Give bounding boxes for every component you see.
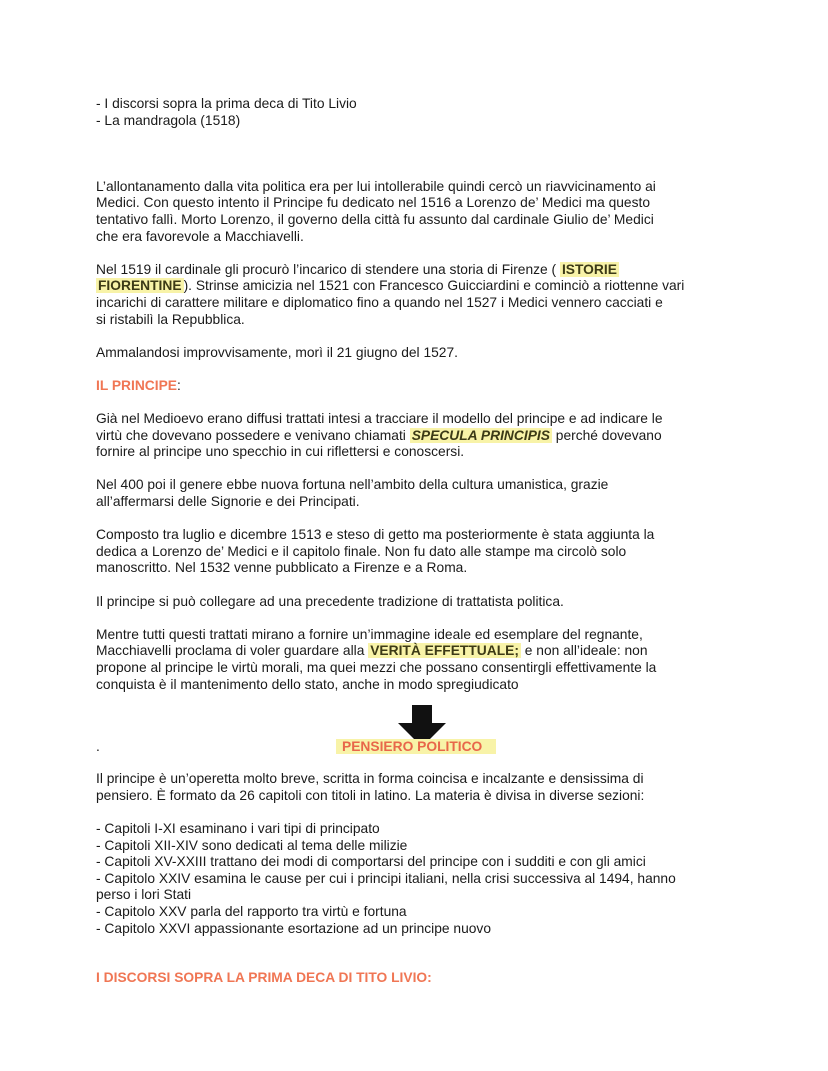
text-fragment: Nel 1519 il cardinale gli procurò l’incarico di stendere una storia di Firenze (	[96, 261, 560, 277]
text-line: fornire al principe uno specchio in cui riflettersi e conoscersi.	[96, 444, 465, 460]
text-line: L’allontanamento dalla vita politica era per lui intollerabile quindi cercò un riavvicinamento ai	[96, 178, 656, 194]
list-item: - I discorsi sopra la prima deca di Tito Livio	[96, 96, 357, 111]
text-line: pensiero. È formato da 26 capitoli con titoli in latino. La materia è divisa in diverse sezioni:	[96, 787, 645, 803]
text-line: Già nel Medioevo erano diffusi trattati intesi a tracciare il modello del principe e ad indicare le	[96, 411, 663, 427]
heading-colon: :	[177, 377, 181, 393]
list-item: - Capitolo XXVI appassionante esortazione ad un principe nuovo	[96, 920, 492, 936]
text-fragment: e non all’ideale: non	[520, 643, 648, 659]
list-item: - Capitoli XV-XXIII trattano dei modi di comportarsi del principe con i sudditi e con gli amici	[96, 854, 646, 870]
heading-text: IL PRINCIPE	[96, 377, 178, 393]
paragraph-tradizione	[96, 594, 732, 611]
heading-text: I DISCORSI SOPRA LA PRIMA DECA DI TITO LIVIO:	[96, 970, 432, 986]
text-line: Medici. Con questo intento il Principe fu dedicato nel 1516 a Lorenzo de’ Medici ma questo	[96, 195, 650, 211]
text-line: che era favorevole a Macchiavelli.	[96, 228, 304, 244]
list-item: - Capitoli I-XI esaminano i vari tipi di principato	[96, 820, 380, 836]
highlight-verita-effettuale: VERITÀ EFFETTUALE;	[370, 643, 519, 659]
text-line: Ammalandosi improvvisamente, morì il 21 giugno del 1527.	[96, 344, 458, 360]
text-line: Il principe è un’operetta molto breve, scritta in forma coincisa e incalzante e densissima di	[96, 771, 644, 787]
list-item: - Capitoli XII-XIV sono dedicati al tema delle milizie	[96, 837, 408, 853]
text-fragment: Macchiavelli proclama di voler guardare alla	[96, 643, 369, 659]
chapters-list	[96, 821, 732, 937]
list-item: - Capitolo XXIV esamina le cause per cui i principi italiani, nella crisi successiva al 1494, hanno	[96, 870, 676, 886]
text-line: Composto tra luglio e dicembre 1513 e steso di getto ma posteriormente è stata aggiunta la	[96, 527, 655, 543]
heading-text: PENSIERO POLITICO	[342, 739, 483, 755]
text-line: Mentre tutti questi trattati mirano a fornire un’immagine ideale ed esemplare del regnante,	[96, 626, 643, 642]
list-item: - La mandragola (1518)	[96, 112, 241, 128]
paragraph-operetta	[96, 771, 732, 804]
text-line: incarichi di carattere militare e diplomatico fino a quando nel 1527 i Medici vennero cacciati e	[96, 294, 663, 310]
paragraph-400	[96, 477, 732, 510]
section-heading-discorsi	[96, 970, 732, 987]
text-line	[96, 643, 732, 660]
text-fragment: virtù che dovevano possedere e venivano chiamati	[96, 427, 410, 443]
text-line	[96, 278, 732, 295]
text-line: si ristabilì la Repubblica.	[96, 311, 245, 327]
paragraph-istorie	[96, 262, 732, 328]
text-line: dedica a Lorenzo de’ Medici e il capitolo finale. Non fu dato alle stampe ma circolò solo	[96, 543, 627, 559]
pensiero-heading-row	[96, 739, 732, 761]
text-line: conquista è il mantenimento dello stato, anche in modo spregiudicato	[96, 676, 519, 692]
arrow-row	[96, 693, 732, 739]
paragraph-verita	[96, 627, 732, 693]
text-fragment: ). Strinse amicizia nel 1521 con Francesco Guicciardini e cominciò a riottenne vari	[183, 278, 685, 294]
text-line: manoscritto. Nel 1532 venne pubblicato a Firenze e a Roma.	[96, 560, 468, 576]
section-heading-principe	[96, 378, 732, 395]
section-heading-pensiero	[336, 739, 496, 754]
works-list	[96, 96, 732, 129]
text-fragment: perché dovevano	[551, 427, 662, 443]
highlight-fiorentine: FIORENTINE	[98, 278, 182, 294]
text-line: all’affermarsi delle Signorie e dei Principati.	[96, 494, 360, 510]
highlight-specula-principis: SPECULA PRINCIPIS	[411, 427, 550, 443]
document-content	[96, 96, 732, 987]
list-item: perso i lori Stati	[96, 887, 192, 903]
paragraph-composto	[96, 527, 732, 577]
stray-dot: .	[96, 739, 100, 755]
paragraph-morte	[96, 345, 732, 362]
text-line: Il principe si può collegare ad una precedente tradizione di trattatista politica.	[96, 593, 564, 609]
text-line	[96, 262, 732, 279]
text-line	[96, 428, 732, 445]
text-line: propone al principe le virtù morali, ma quei mezzi che possano consentirgli effettivamente la	[96, 660, 657, 675]
text-line: Nel 400 poi il genere ebbe nuova fortuna nell’ambito della cultura umanistica, grazie	[96, 477, 609, 493]
paragraph-allontanamento	[96, 179, 732, 245]
paragraph-medioevo	[96, 411, 732, 461]
text-line: tentativo fallì. Morto Lorenzo, il governo della città fu assunto dal cardinale Giulio de’ Medici	[96, 211, 654, 227]
highlight-istorie: ISTORIE	[561, 261, 617, 277]
list-item: - Capitolo XXV parla del rapporto tra virtù e fortuna	[96, 903, 407, 919]
